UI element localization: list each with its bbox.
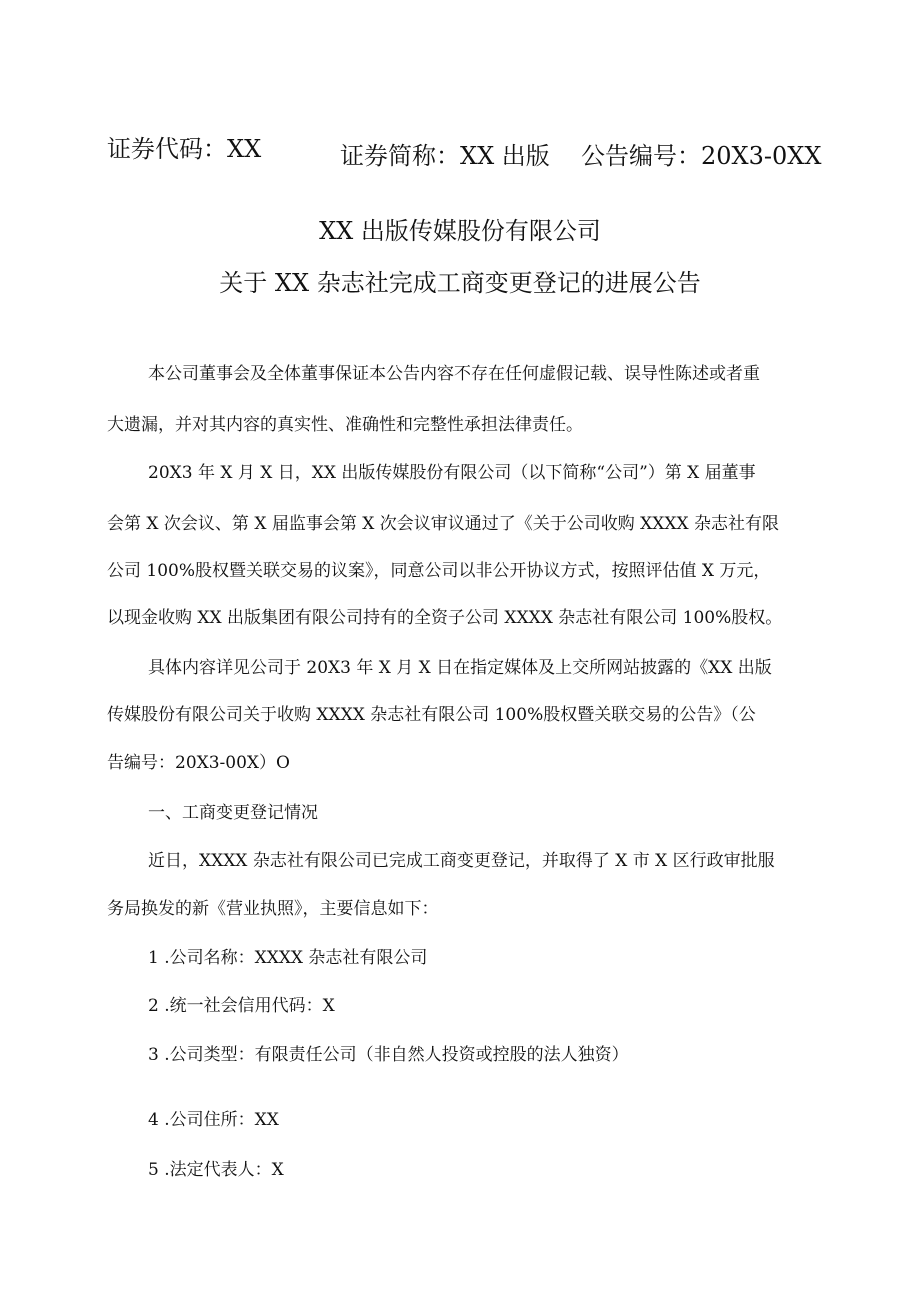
paragraph-3-line-2: 传媒股份有限公司关于收购 XXXX 杂志社有限公司 100%股权暨关联交易的公告》（公: [107, 705, 756, 725]
section-heading-1: 一、工商变更登记情况: [148, 803, 318, 823]
announcement-title: 关于 XX 杂志社完成工商变更登记的进展公告: [219, 269, 701, 297]
list-item-address: 4 .公司住所：XX: [148, 1110, 279, 1130]
stock-code: 证券代码：XX: [107, 135, 262, 163]
list-item-company-name: 1 .公司名称：XXXX 杂志社有限公司: [148, 948, 428, 968]
paragraph-3-line-1: 具体内容详见公司于 20X3 年 X 月 X 日在指定媒体及上交所网站披露的《XX 出版: [148, 658, 772, 678]
paragraph-2-line-3: 公司 100%股权暨关联交易的议案》，同意公司以非公开协议方式，按照评估值 X 万元，: [107, 561, 771, 581]
paragraph-1-line-1: 本公司董事会及全体董事保证本公告内容不存在任何虚假记载、误导性陈述或者重: [148, 364, 760, 384]
paragraph-1-line-2: 大遗漏，并对其内容的真实性、准确性和完整性承担法律责任。: [107, 415, 583, 435]
paragraph-2-line-2: 会第 X 次会议、第 X 届监事会第 X 次会议审议通过了《关于公司收购 XXXX 杂志社有限: [107, 514, 779, 534]
list-item-company-type: 3 .公司类型：有限责任公司（非自然人投资或控股的法人独资）: [148, 1045, 629, 1065]
company-title: XX 出版传媒股份有限公司: [319, 217, 601, 245]
paragraph-4-line-2: 务局换发的新《营业执照》，主要信息如下：: [107, 899, 439, 919]
list-item-credit-code: 2 .统一社会信用代码：X: [148, 996, 335, 1016]
notice-number: 公告编号：20X3-0XX: [581, 142, 822, 170]
paragraph-3-line-3: 告编号：20X3-00X）O: [107, 753, 290, 773]
stock-abbreviation: 证券简称：XX 出版: [340, 142, 550, 170]
paragraph-2-line-4: 以现金收购 XX 出版集团有限公司持有的全资子公司 XXXX 杂志社有限公司 100%股权。: [107, 608, 783, 628]
paragraph-4-line-1: 近日，XXXX 杂志社有限公司已完成工商变更登记，并取得了 X 市 X 区行政审批服: [148, 851, 775, 871]
paragraph-2-line-1: 20X3 年 X 月 X 日，XX 出版传媒股份有限公司（以下简称“公司”）第 X 届董事: [148, 463, 756, 483]
list-item-legal-representative: 5 .法定代表人：X: [148, 1160, 284, 1180]
